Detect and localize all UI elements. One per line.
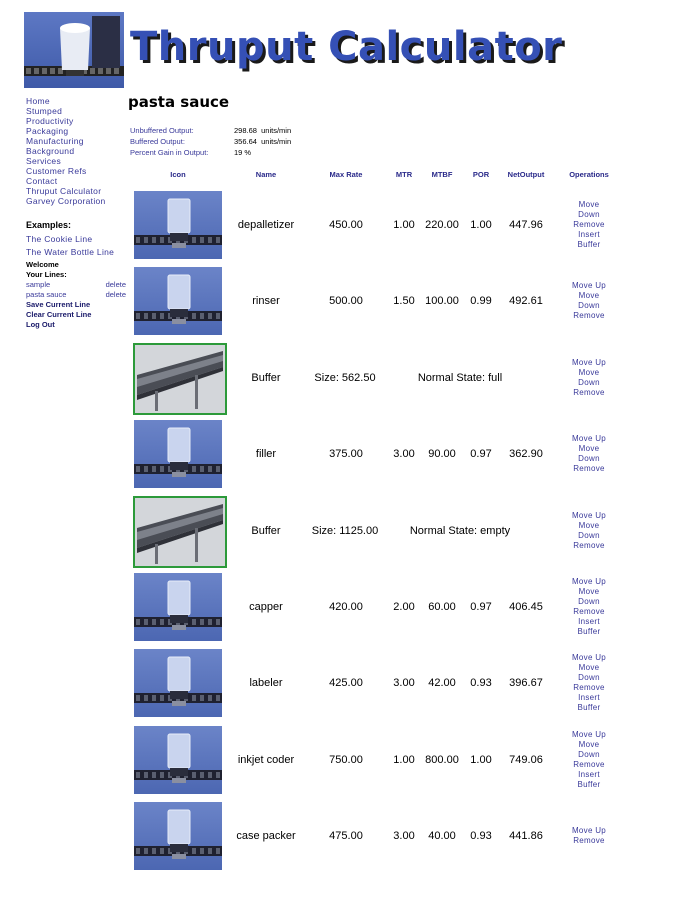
nav-item-stumped[interactable]: Stumped	[26, 106, 63, 116]
move-up-link[interactable]: Move Up	[571, 729, 607, 739]
clear-current-line-link[interactable]: Clear Current Line	[26, 310, 92, 319]
cell-name: depalletizer	[237, 219, 295, 231]
buffer-row	[130, 496, 630, 566]
remove-link[interactable]: Remove	[573, 387, 605, 397]
row-operations	[569, 434, 610, 474]
cell-mtr: 3.00	[393, 830, 415, 843]
nav-item-contact[interactable]: Contact	[26, 176, 58, 186]
nav-item-home[interactable]: Home	[26, 96, 50, 106]
row-operations	[569, 511, 610, 551]
cell-max-rate: 475.00	[329, 830, 363, 843]
cell-net-output: 749.06	[509, 753, 543, 766]
move-up-link[interactable]: Move Up	[571, 357, 607, 367]
cell-name: filler	[255, 448, 277, 461]
cell-mtr: 3.00	[393, 448, 415, 461]
sidebar	[26, 96, 126, 330]
cell-por: 0.97	[470, 601, 492, 613]
cell-max-rate: 750.00	[329, 753, 363, 766]
cell-max-rate: 425.00	[329, 677, 363, 690]
nav-item-thruput-calculator[interactable]: Thruput Calculator	[26, 186, 102, 196]
column-header-name: Name	[255, 170, 277, 179]
move-up-link[interactable]: Move Up	[571, 577, 607, 586]
cell-mtr: 1.00	[393, 753, 415, 766]
column-header-por: POR	[472, 170, 490, 179]
machine-icon	[134, 649, 222, 717]
saved-line-link[interactable]: sample	[26, 280, 51, 289]
examples-heading: Examples:	[26, 220, 72, 230]
table-header	[130, 170, 630, 182]
example-cookie-line[interactable]: The Cookie Line	[26, 234, 93, 244]
cell-mtbf: 220.00	[425, 219, 459, 231]
column-header-mtbf: MTBF	[431, 170, 453, 179]
move-up-link[interactable]: Move Up	[571, 826, 607, 836]
logo	[24, 12, 124, 88]
cell-mtr: 2.00	[393, 601, 415, 613]
save-current-line-link[interactable]: Save Current Line	[26, 300, 91, 309]
cell-max-rate: 375.00	[329, 448, 363, 461]
conveyor-buffer-icon	[133, 496, 227, 568]
cell-name: capper	[249, 601, 283, 613]
stat-label: Percent Gain in Output:	[130, 148, 209, 157]
column-header-operations: Operations	[569, 170, 609, 179]
move-up-link[interactable]: Move Up	[571, 653, 607, 663]
remove-link[interactable]: Remove	[573, 759, 605, 769]
stat-value: 298.68	[234, 126, 257, 135]
move-down-link[interactable]: Move Down	[578, 291, 600, 311]
row-operations	[572, 826, 606, 846]
move-down-link[interactable]: Move Down	[578, 520, 600, 540]
stat-value: 356.64	[234, 137, 257, 146]
cell-net-output: 406.45	[509, 601, 543, 613]
stat-label: Buffered Output:	[130, 137, 185, 146]
cell-por: 1.00	[470, 753, 492, 766]
machine-row	[130, 801, 630, 871]
your-lines-label: Your Lines:	[26, 270, 67, 279]
move-up-link[interactable]: Move Up	[571, 510, 607, 520]
row-operations	[569, 281, 610, 321]
log-out-link[interactable]: Log Out	[26, 320, 55, 329]
machine-row	[130, 648, 630, 718]
line-title: pasta sauce	[128, 93, 230, 111]
remove-link[interactable]: Remove	[573, 836, 605, 846]
move-down-link[interactable]: Move Down	[578, 663, 600, 683]
stat-label: Unbuffered Output:	[130, 126, 194, 135]
machine-row	[130, 266, 630, 336]
nav-item-background[interactable]: Background	[26, 146, 75, 156]
machine-icon	[134, 191, 222, 259]
cell-por: 0.93	[470, 830, 492, 843]
machine-icon	[134, 726, 222, 794]
column-header-mtr: MTR	[395, 170, 413, 179]
cell-name: case packer	[236, 830, 296, 843]
machine-row	[130, 419, 630, 489]
cell-name: rinser	[252, 295, 280, 308]
cell-mtr: 1.00	[393, 219, 415, 231]
saved-line-sample	[26, 280, 126, 290]
cell-por: 0.93	[470, 677, 492, 690]
move-up-link[interactable]: Move Up	[571, 434, 607, 444]
delete-line-link[interactable]: delete	[105, 280, 126, 289]
move-down-link[interactable]: Move Down	[578, 739, 600, 759]
buffer-row	[130, 343, 630, 413]
column-header-net-output: NetOutput	[507, 170, 545, 179]
move-down-link[interactable]: Move Down	[578, 587, 600, 606]
cell-name: inkjet coder	[237, 753, 295, 766]
row-operations	[569, 730, 610, 790]
nav-item-productivity[interactable]: Productivity	[26, 116, 74, 126]
conveyor-buffer-icon	[133, 343, 227, 415]
cell-mtr: 1.50	[393, 295, 415, 308]
move-down-link[interactable]: Move Down	[578, 200, 600, 219]
machine-icon	[134, 267, 222, 335]
remove-link[interactable]: Remove	[573, 311, 605, 321]
cell-por: 0.97	[470, 448, 492, 461]
remove-link[interactable]: Remove	[573, 540, 605, 550]
nav-item-services[interactable]: Services	[26, 156, 61, 166]
saved-line-link[interactable]: pasta sauce	[26, 290, 67, 299]
cell-buffer-size: Size: 1125.00	[311, 524, 379, 537]
machine-icon	[134, 573, 222, 641]
stat-value-wrap	[234, 137, 291, 146]
machine-row	[130, 190, 630, 260]
stat-value: 19 %	[234, 148, 252, 157]
cell-name: Buffer	[251, 524, 281, 537]
cell-por: 0.99	[470, 295, 492, 308]
nav-item-packaging[interactable]: Packaging	[26, 126, 69, 136]
cell-mtbf: 800.00	[425, 753, 459, 766]
row-operations	[569, 653, 610, 713]
remove-link[interactable]: Remove	[573, 607, 605, 616]
cell-name: labeler	[249, 677, 283, 690]
cell-mtbf: 60.00	[428, 601, 456, 613]
machine-row	[130, 572, 630, 642]
example-water-bottle-line[interactable]: The Water Bottle Line	[26, 247, 115, 257]
insert-buffer-link[interactable]: Insert Buffer	[577, 617, 601, 636]
column-header-max-rate: Max Rate	[329, 170, 363, 179]
nav-item-garvey-corporation[interactable]: Garvey Corporation	[26, 196, 106, 206]
row-operations	[569, 200, 610, 250]
delete-line-link[interactable]: delete	[105, 290, 126, 299]
machine-icon	[134, 802, 222, 870]
machine-icon	[134, 420, 222, 488]
insert-buffer-link[interactable]: Insert Buffer	[577, 230, 601, 249]
machine-logo-icon	[24, 12, 124, 88]
move-up-link[interactable]: Move Up	[571, 281, 607, 291]
welcome-text: Welcome	[26, 260, 59, 269]
stat-unit: units/min	[261, 126, 292, 135]
cell-mtr: 3.00	[393, 677, 415, 690]
cell-buffer-state: Normal State: empty	[409, 524, 511, 537]
column-header-icon: Icon	[170, 170, 186, 179]
cell-buffer-state: Normal State: full	[417, 371, 503, 384]
cell-mtbf: 90.00	[428, 448, 456, 461]
cell-net-output: 396.67	[509, 677, 543, 690]
insert-buffer-link[interactable]: Insert Buffer	[577, 769, 601, 789]
cell-net-output: 492.61	[509, 295, 543, 308]
row-operations	[569, 358, 610, 398]
cell-max-rate: 500.00	[329, 295, 363, 308]
nav-menu	[26, 96, 126, 206]
cell-mtbf: 40.00	[428, 830, 456, 843]
stat-value-wrap	[234, 126, 291, 135]
cell-max-rate: 450.00	[329, 219, 363, 231]
stat-unit: units/min	[261, 137, 292, 146]
cell-net-output: 362.90	[509, 448, 543, 461]
cell-por: 1.00	[470, 219, 492, 231]
remove-link[interactable]: Remove	[573, 683, 605, 693]
cell-mtbf: 42.00	[428, 677, 456, 690]
examples-list	[26, 234, 126, 257]
row-operations	[569, 577, 610, 637]
saved-line-pasta-sauce	[26, 290, 126, 300]
remove-link[interactable]: Remove	[573, 464, 605, 474]
move-down-link[interactable]: Move Down	[578, 444, 600, 464]
insert-buffer-link[interactable]: Insert Buffer	[577, 693, 601, 713]
app-title: Thruput Calculator	[130, 24, 563, 70]
move-down-link[interactable]: Move Down	[578, 367, 600, 387]
cell-max-rate: 420.00	[329, 601, 363, 613]
machine-row	[130, 725, 630, 795]
cell-mtbf: 100.00	[425, 295, 459, 308]
remove-link[interactable]: Remove	[573, 220, 605, 229]
cell-buffer-size: Size: 562.50	[314, 371, 376, 384]
cell-name: Buffer	[251, 371, 281, 384]
nav-item-manufacturing[interactable]: Manufacturing	[26, 136, 84, 146]
cell-net-output: 441.86	[509, 830, 543, 843]
cell-net-output: 447.96	[509, 219, 543, 231]
nav-item-customer-refs[interactable]: Customer Refs	[26, 166, 87, 176]
